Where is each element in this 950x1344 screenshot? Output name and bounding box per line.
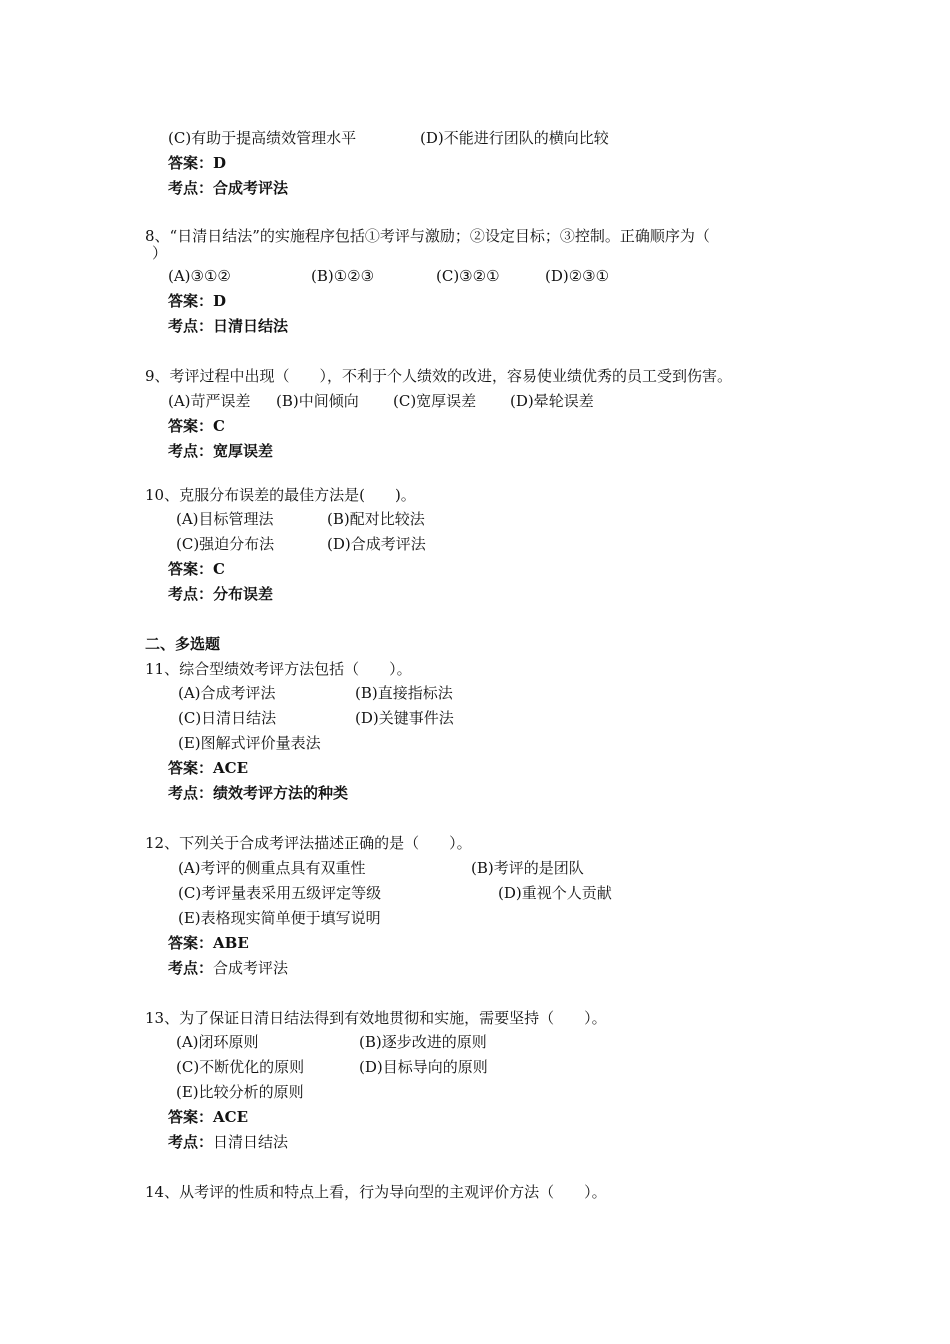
option-d: (D)不能进行团队的横向比较 <box>420 129 609 147</box>
q13-option-e: (E)比较分析的原则 <box>176 1083 304 1101</box>
q11-option-d: (D)关键事件法 <box>355 709 454 727</box>
q11-answer-line <box>168 758 248 778</box>
answer-value: D <box>213 154 227 172</box>
answer-line <box>168 153 226 173</box>
point-label: 考点： <box>168 585 214 603</box>
q13-option-c: (C)不断优化的原则 <box>176 1058 305 1076</box>
q10-option-d: (D)合成考评法 <box>327 535 426 553</box>
answer-label: 答案： <box>168 292 214 310</box>
point-value: 分布误差 <box>213 585 274 603</box>
q12-option-a: (A)考评的侧重点具有双重性 <box>178 859 366 877</box>
q12-point-line <box>168 958 288 978</box>
q9-answer-line <box>168 416 225 436</box>
q13-point-line <box>168 1132 288 1152</box>
q8-answer-line <box>168 291 226 311</box>
point-label: 考点： <box>168 784 214 802</box>
q10-point-line <box>168 584 273 604</box>
answer-label: 答案： <box>168 934 214 952</box>
answer-label: 答案： <box>168 417 214 435</box>
q12-option-b: (B)考评的是团队 <box>471 859 584 877</box>
q10-answer-line <box>168 559 225 579</box>
q9-option-a: (A)苛严误差 <box>168 392 251 410</box>
q8-option-a: (A)③①② <box>168 267 231 285</box>
answer-value: D <box>213 292 227 310</box>
q11-option-a: (A)合成考评法 <box>178 684 276 702</box>
answer-value: ACE <box>213 1108 249 1126</box>
question-8-stem-cont: ） <box>152 244 168 262</box>
point-label: 考点： <box>168 442 214 460</box>
answer-label: 答案： <box>168 1108 214 1126</box>
answer-value: ABE <box>213 934 249 952</box>
answer-value: C <box>213 560 225 578</box>
q9-option-c: (C)宽厚误差 <box>393 392 477 410</box>
point-label: 考点： <box>168 179 214 197</box>
answer-label: 答案： <box>168 154 214 172</box>
q13-option-b: (B)逐步改进的原则 <box>359 1033 487 1051</box>
point-label: 考点： <box>168 317 214 335</box>
q10-option-a: (A)目标管理法 <box>176 510 274 528</box>
q12-option-d: (D)重视个人贡献 <box>498 884 612 902</box>
q10-option-c: (C)强迫分布法 <box>176 535 275 553</box>
q8-option-d: (D)②③① <box>545 267 610 285</box>
option-c: (C)有助于提高绩效管理水平 <box>168 129 357 147</box>
point-value: 绩效考评方法的种类 <box>213 784 349 802</box>
q8-option-b: (B)①②③ <box>311 267 375 285</box>
q8-point-line <box>168 316 288 336</box>
q11-option-e: (E)图解式评价量表法 <box>178 734 321 752</box>
point-value: 合成考评法 <box>213 959 289 977</box>
question-11-stem: 11、综合型绩效考评方法包括（ ）。 <box>145 660 412 678</box>
q9-option-b: (B)中间倾向 <box>276 392 359 410</box>
question-10-stem: 10、克服分布误差的最佳方法是( )。 <box>145 486 416 504</box>
question-8-stem: 8、“日清日结法”的实施程序包括①考评与激励；②设定目标；③控制。正确顺序为（ <box>145 227 710 245</box>
q12-option-c: (C)考评量表采用五级评定等级 <box>178 884 382 902</box>
question-13-stem: 13、为了保证日清日结法得到有效地贯彻和实施，需要坚持（ ）。 <box>145 1009 607 1027</box>
point-label: 考点： <box>168 959 214 977</box>
section-heading: 二、多选题 <box>145 635 221 653</box>
question-9-stem: 9、考评过程中出现（ ），不利于个人绩效的改进，容易使业绩优秀的员工受到伤害。 <box>145 367 733 385</box>
q12-answer-line <box>168 933 249 953</box>
point-label: 考点： <box>168 1133 214 1151</box>
answer-value: C <box>213 417 225 435</box>
answer-label: 答案： <box>168 759 214 777</box>
answer-label: 答案： <box>168 560 214 578</box>
point-value: 合成考评法 <box>213 179 289 197</box>
point-value: 日清日结法 <box>213 1133 289 1151</box>
point-value: 日清日结法 <box>213 317 289 335</box>
q11-option-c: (C)日清日结法 <box>178 709 277 727</box>
q9-option-d: (D)晕轮误差 <box>510 392 594 410</box>
q12-option-e: (E)表格现实简单便于填写说明 <box>178 909 381 927</box>
q11-option-b: (B)直接指标法 <box>355 684 453 702</box>
q13-option-d: (D)目标导向的原则 <box>359 1058 488 1076</box>
q13-option-a: (A)闭环原则 <box>176 1033 259 1051</box>
point-value: 宽厚误差 <box>213 442 274 460</box>
q9-point-line <box>168 441 273 461</box>
q8-option-c: (C)③②① <box>436 267 500 285</box>
q11-point-line <box>168 783 348 803</box>
answer-value: ACE <box>213 759 249 777</box>
point-line <box>168 178 288 198</box>
question-14-stem: 14、从考评的性质和特点上看，行为导向型的主观评价方法（ ）。 <box>145 1183 607 1201</box>
question-12-stem: 12、下列关于合成考评法描述正确的是（ ）。 <box>145 834 472 852</box>
q13-answer-line <box>168 1107 248 1127</box>
q10-option-b: (B)配对比较法 <box>327 510 425 528</box>
